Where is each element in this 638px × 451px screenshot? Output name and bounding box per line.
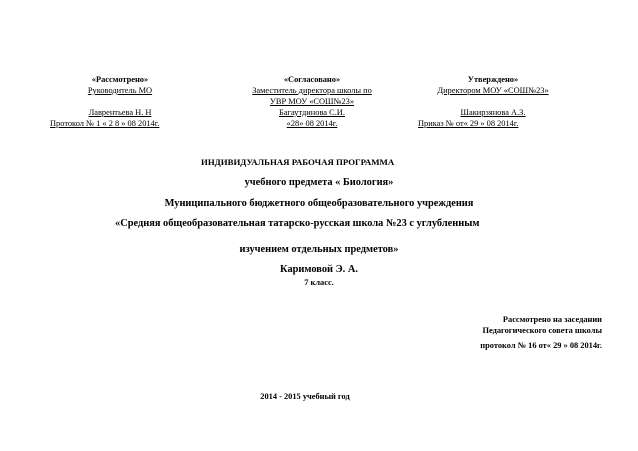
academic-year: 2014 - 2015 учебный год — [260, 392, 350, 401]
approval-3-record: Приказ № от« 29 » 08 2014г. — [418, 119, 519, 128]
program-institution: Муниципального бюджетного общеобразовательного учреждения — [164, 198, 474, 209]
approval-2-role-line2: УВР МОУ «СОШ№23» — [269, 97, 355, 106]
council-line1: Рассмотрено на заседании — [502, 315, 602, 324]
approval-3-role: Директором МОУ «СОШ№23» — [437, 86, 549, 95]
program-subject: учебного предмета « Биология» — [244, 177, 394, 188]
program-author: Каримовой Э. А. — [280, 264, 358, 275]
approval-3-heading: Утверждено» — [467, 75, 519, 84]
council-line2: Педагогического совета школы — [482, 326, 602, 335]
approval-3-name: Шакирзянова А.З. — [460, 108, 526, 117]
approval-2-role-line1: Заместитель директора школы по — [252, 86, 372, 95]
approval-1-heading: «Рассмотрено» — [91, 75, 149, 84]
approval-1-role: Руководитель МО — [87, 86, 153, 95]
council-line3: протокол № 16 от« 29 » 08 2014г. — [480, 341, 602, 350]
approval-1-record: Протокол № 1 « 2 8 » 08 2014г. — [50, 119, 160, 128]
approval-2-record: «28» 08 2014г. — [286, 119, 338, 128]
program-title: ИНДИВИДУАЛЬНАЯ РАБОЧАЯ ПРОГРАММА — [201, 157, 395, 167]
program-grade: 7 класс. — [304, 278, 334, 287]
approval-2-name: Багаутдинова С.И. — [279, 108, 345, 117]
approval-1-name: Лаврентьева Н. Н — [88, 108, 152, 117]
program-school-line2: изучением отдельных предметов» — [239, 244, 399, 255]
approval-2-heading: «Согласовано» — [283, 75, 341, 84]
program-school-line1: «Средняя общеобразовательная татарско-русская школа №23 с углубленным — [115, 218, 480, 229]
